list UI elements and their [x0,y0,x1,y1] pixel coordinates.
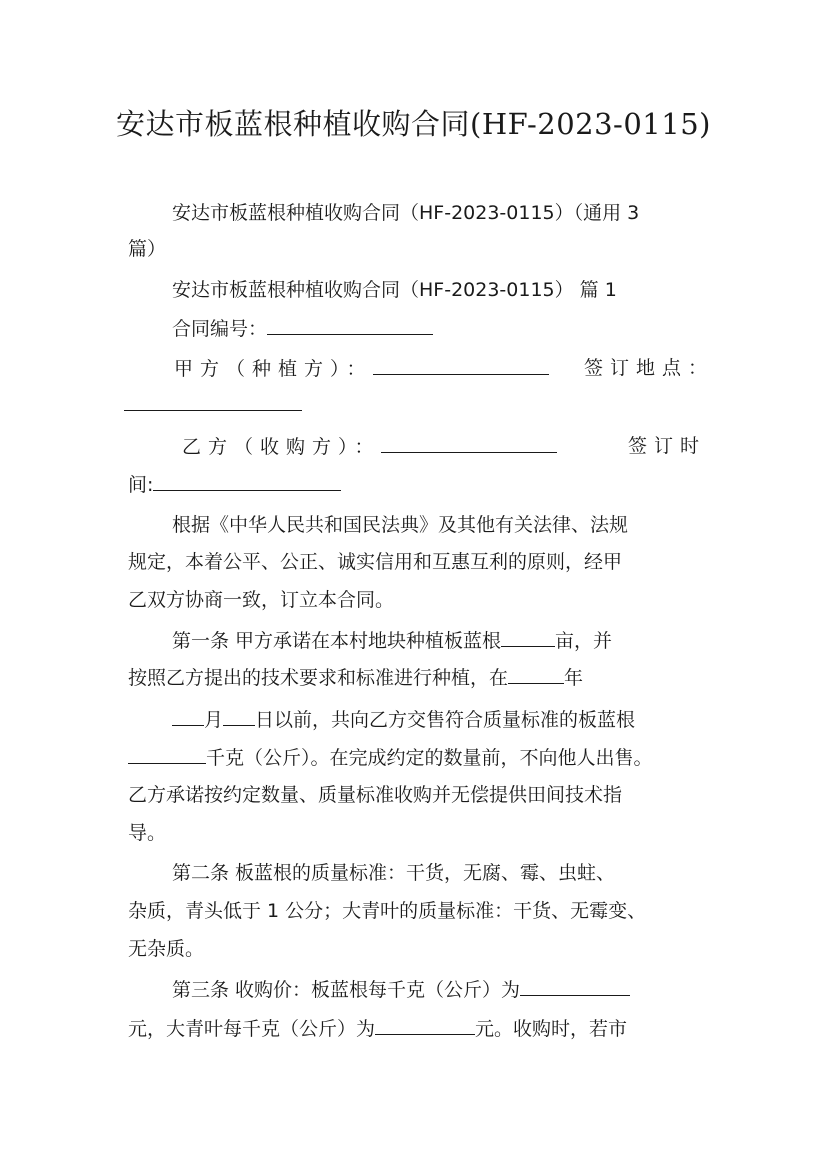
article-1-line [128,743,653,772]
party-b-label: 乙方（收购方）： [182,436,381,458]
article-1-line [172,705,635,734]
sign-place-label: 签订地点： [584,357,715,379]
article-1-text: 日以前，共向乙方交售符合质量标准的板蓝根 [255,709,636,731]
article-1-line: 乙方承诺按约定数量、质量标准收购并无偿提供田间技术指 [128,784,623,806]
article-3-text: 第三条 收购价：板蓝根每千克（公斤）为 [172,979,521,1001]
party-b-line [182,432,557,461]
year-blank [508,663,564,684]
document-title: 安达市板蓝根种植收购合同(HF-2023-0115) [116,107,711,141]
sign-time-line [128,470,341,499]
article-3-line [128,1014,627,1043]
article-2-line: 杂质，青头低于 1 公分；大青叶的质量标准：干货、无霉变、 [128,900,647,922]
contract-number-label: 合同编号： [172,318,268,340]
sign-time-blank [153,470,341,491]
article-1-text: 亩，并 [555,630,613,652]
leaf-price-blank [375,1014,475,1035]
article-2-line: 第二条 板蓝根的质量标准：干货，无腐、霉、虫蛀、 [172,862,616,884]
root-price-blank [520,975,630,996]
acreage-blank [501,626,555,647]
contract-number-blank [267,314,433,335]
sign-time-label: 签订时 [628,435,707,457]
contract-number-line [172,314,433,343]
article-1-text: 按照乙方提出的技术要求和标准进行种植，在 [128,667,509,689]
article-3-text: 元，大青叶每千克（公斤）为 [128,1018,376,1040]
intro-line: 根据《中华人民共和国民法典》及其他有关法律、法规 [172,514,629,536]
subtitle-line: 安达市板蓝根种植收购合同（HF-2023-0115）（通用 3 [172,202,640,224]
article-1-line: 导。 [128,822,167,844]
article-1-line [128,663,583,692]
subtitle-line: 篇） [128,238,167,260]
article-1-line [172,626,612,655]
sign-time-label-cont: 间: [128,474,154,496]
day-blank [223,705,255,726]
sign-place-blank [124,390,302,411]
party-b-blank [381,432,557,453]
article-1-text: 第一条 甲方承诺在本村地块种植板蓝根 [172,630,502,652]
party-a-label: 甲方（种植方）： [174,358,373,380]
sign-place-line [124,390,302,419]
article-1-text: 年 [564,667,584,689]
quantity-blank [128,743,206,764]
party-a-line [174,354,549,383]
intro-line: 规定，本着公平、公正、诚实信用和互惠互利的原则，经甲 [128,551,623,573]
intro-line: 乙双方协商一致，订立本合同。 [128,589,395,611]
article-3-line [172,975,630,1004]
article-1-text: 月 [204,709,224,731]
party-a-blank [373,354,549,375]
article-1-text: 千克（公斤）。在完成约定的数量前，不向他人出售。 [206,747,653,769]
month-blank [172,705,204,726]
part-heading: 安达市板蓝根种植收购合同（HF-2023-0115） 篇 1 [172,279,617,301]
article-2-line: 无杂质。 [128,938,205,960]
article-3-text: 元。收购时，若市 [475,1018,628,1040]
